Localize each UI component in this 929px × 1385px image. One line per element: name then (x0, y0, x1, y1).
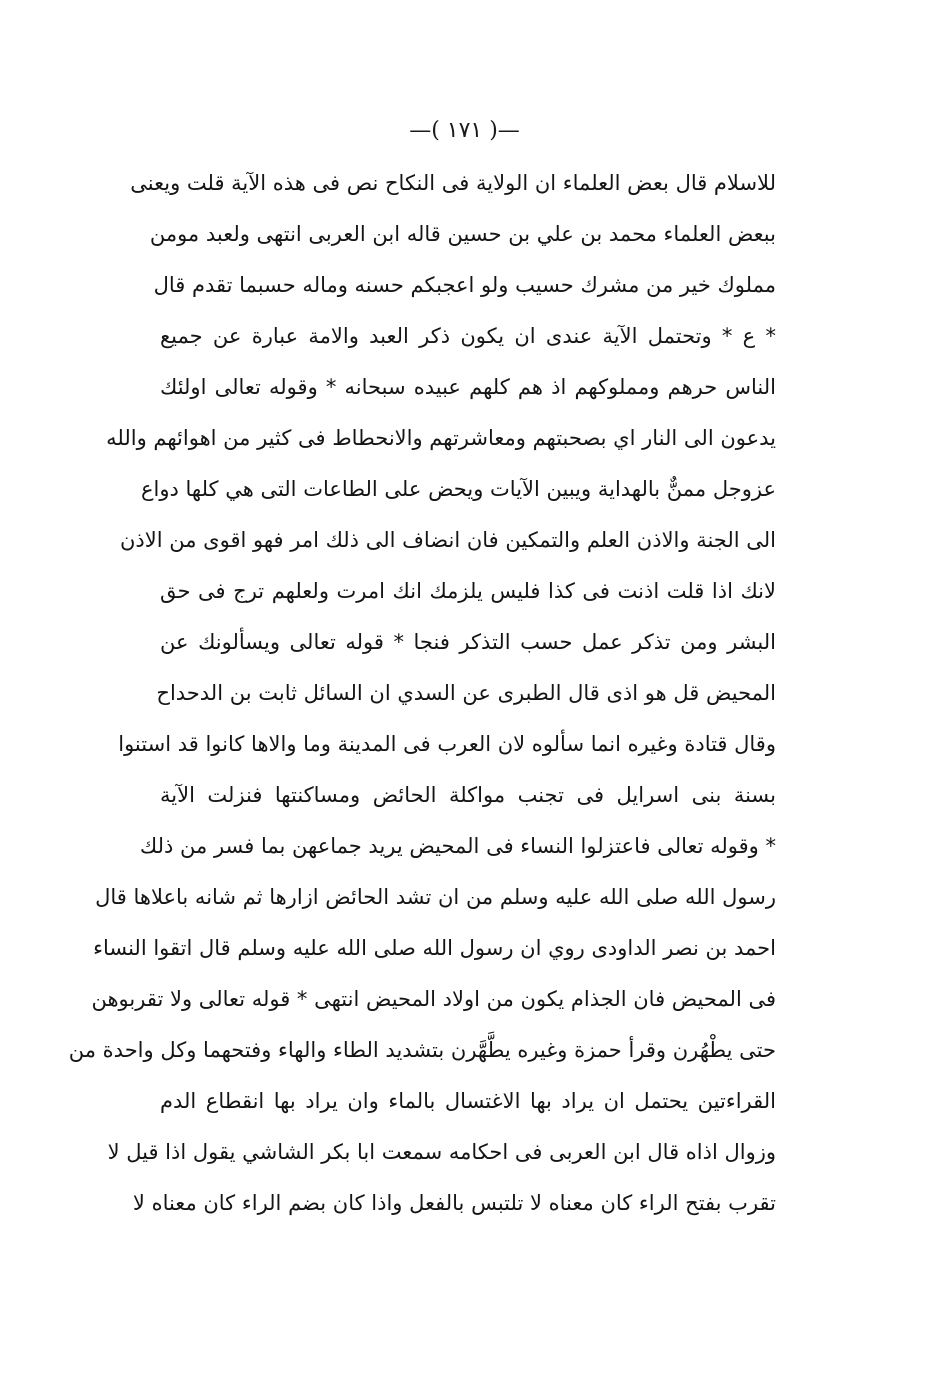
text-line: لانك اذا قلت اذنت فى كذا فليس يلزمك انك امرت ولعلهم ترج فى حق (160, 579, 776, 603)
text-line: تقرب بفتح الراء كان معناه لا تلتبس بالفعل واذا كان بضم الراء كان معناه لا (132, 1191, 776, 1215)
text-line: الناس حرهم ومملوكهم اذ هم كلهم عبيده سبحانه * وقوله تعالى اولئك (160, 375, 776, 399)
text-line: * ع * وتحتمل الآية عندى ان يكون ذكر العبد والامة عبارة عن جميع (160, 324, 776, 348)
text-line: * وقوله تعالى فاعتزلوا النساء فى المحيض يريد جماعهن بما فسر من ذلك (139, 834, 776, 858)
text-line: عزوجل ممنٌّ بالهداية ويبين الآيات ويحض على الطاعات التى هي كلها دواع (140, 477, 776, 501)
text-line: للاسلام قال بعض العلماء ان الولاية فى النكاح نص فى هذه الآية قلت ويعنى (130, 171, 776, 195)
page-number: —( ۱۷۱ )— (409, 118, 520, 143)
text-line: بسنة بنى اسرايل فى تجنب مواكلة الحائض ومساكنتها فنزلت الآية (160, 783, 776, 807)
text-line: رسول الله صلى الله عليه وسلم من ان تشد الحائض ازارها ثم شانه باعلاها قال (95, 885, 776, 909)
text-line: ببعض العلماء محمد بن علي بن حسين قاله ابن العربى انتهى ولعبد مومن (149, 222, 776, 246)
text-line: القراءتين يحتمل ان يراد بها الاغتسال بالماء وان يراد بها انقطاع الدم (160, 1089, 776, 1113)
text-line: حتى يطْهُرن وقرأ حمزة وغيره يطَّهَّرن بتشديد الطاء والهاء وفتحهما وكل واحدة من (68, 1038, 776, 1062)
text-line: الى الجنة والاذن العلم والتمكين فان انضاف الى ذلك امر فهو اقوى من الاذن (119, 528, 776, 552)
text-line: يدعون الى النار اي بصحبتهم ومعاشرتهم والانحطاط فى كثير من اهوائهم والله (106, 426, 776, 450)
text-line: فى المحيض فان الجذام يكون من اولاد المحيض انتهى * قوله تعالى ولا تقربوهن (91, 987, 776, 1011)
text-line: وزوال اذاه قال ابن العربى فى احكامه سمعت ابا بكر الشاشي يقول اذا قيل لا (107, 1140, 776, 1164)
text-line: مملوك خير من مشرك حسيب ولو اعجبكم حسنه وماله حسبما تقدم قال (153, 273, 776, 297)
text-line: احمد بن نصر الداودى روي ان رسول الله صلى الله عليه وسلم قال اتقوا النساء (93, 936, 776, 960)
body-text (68, 158, 776, 1229)
text-line: البشر ومن تذكر عمل حسب التذكر فنجا * قوله تعالى ويسألونك عن (160, 630, 776, 654)
text-line: المحيض قل هو اذى قال الطبرى عن السدي ان السائل ثابت بن الدحداح (156, 681, 776, 705)
text-line: وقال قتادة وغيره انما سألوه لان العرب فى المدينة وما والاها كانوا قد استنوا (118, 732, 776, 756)
